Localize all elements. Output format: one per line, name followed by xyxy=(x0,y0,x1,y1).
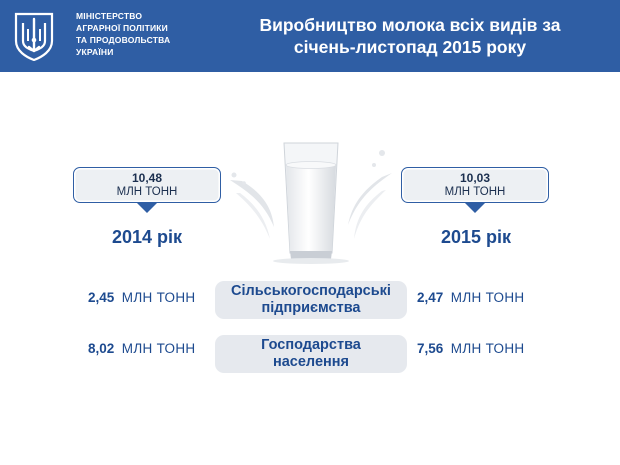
ministry-line: ТА ПРОДОВОЛЬСТВА xyxy=(76,35,171,45)
value-unit: МЛН ТОНН xyxy=(450,341,525,356)
total-callout-2014 xyxy=(73,167,221,203)
ministry-line: АГРАРНОЇ ПОЛІТИКИ xyxy=(76,23,168,33)
milk-glass-splash-icon xyxy=(222,135,400,265)
header-banner xyxy=(0,0,620,72)
value-unit: МЛН ТОНН xyxy=(121,290,196,305)
category-line: Сільськогосподарські xyxy=(231,283,391,299)
total-value: 10,48 xyxy=(131,171,163,185)
value-number: 7,56 xyxy=(417,341,444,356)
total-unit: МЛН ТОНН xyxy=(444,186,506,198)
category-households xyxy=(215,335,407,373)
row-value-left xyxy=(88,290,195,305)
category-line: Господарства xyxy=(261,337,361,353)
value-unit: МЛН ТОНН xyxy=(121,341,196,356)
total-callout-2015 xyxy=(401,167,549,203)
row-value-left xyxy=(88,341,195,356)
title-line: Виробництво молока всіх видів за xyxy=(259,15,561,35)
ministry-name xyxy=(76,10,226,58)
value-unit: МЛН ТОНН xyxy=(450,290,525,305)
callout-pointer xyxy=(465,203,485,213)
callout-pointer xyxy=(137,203,157,213)
row-value-right xyxy=(417,341,524,356)
trident-coat-of-arms-icon xyxy=(12,11,56,61)
value-number: 2,47 xyxy=(417,290,444,305)
total-unit: МЛН ТОНН xyxy=(116,186,178,198)
value-number: 2,45 xyxy=(88,290,115,305)
year-label-2014: 2014 рік xyxy=(111,227,183,247)
title-line: січень-листопад 2015 року xyxy=(293,37,527,57)
category-line: населення xyxy=(272,354,349,370)
row-value-right xyxy=(417,290,524,305)
ministry-line: МІНІСТЕРСТВО xyxy=(76,11,143,21)
ministry-line: УКРАЇНИ xyxy=(76,47,114,57)
value-number: 8,02 xyxy=(88,341,115,356)
year-label-2015: 2015 рік xyxy=(440,227,512,247)
total-value: 10,03 xyxy=(459,171,491,185)
category-agricultural-enterprises xyxy=(215,281,407,319)
page-title xyxy=(215,14,605,58)
category-line: підприємства xyxy=(261,300,361,316)
